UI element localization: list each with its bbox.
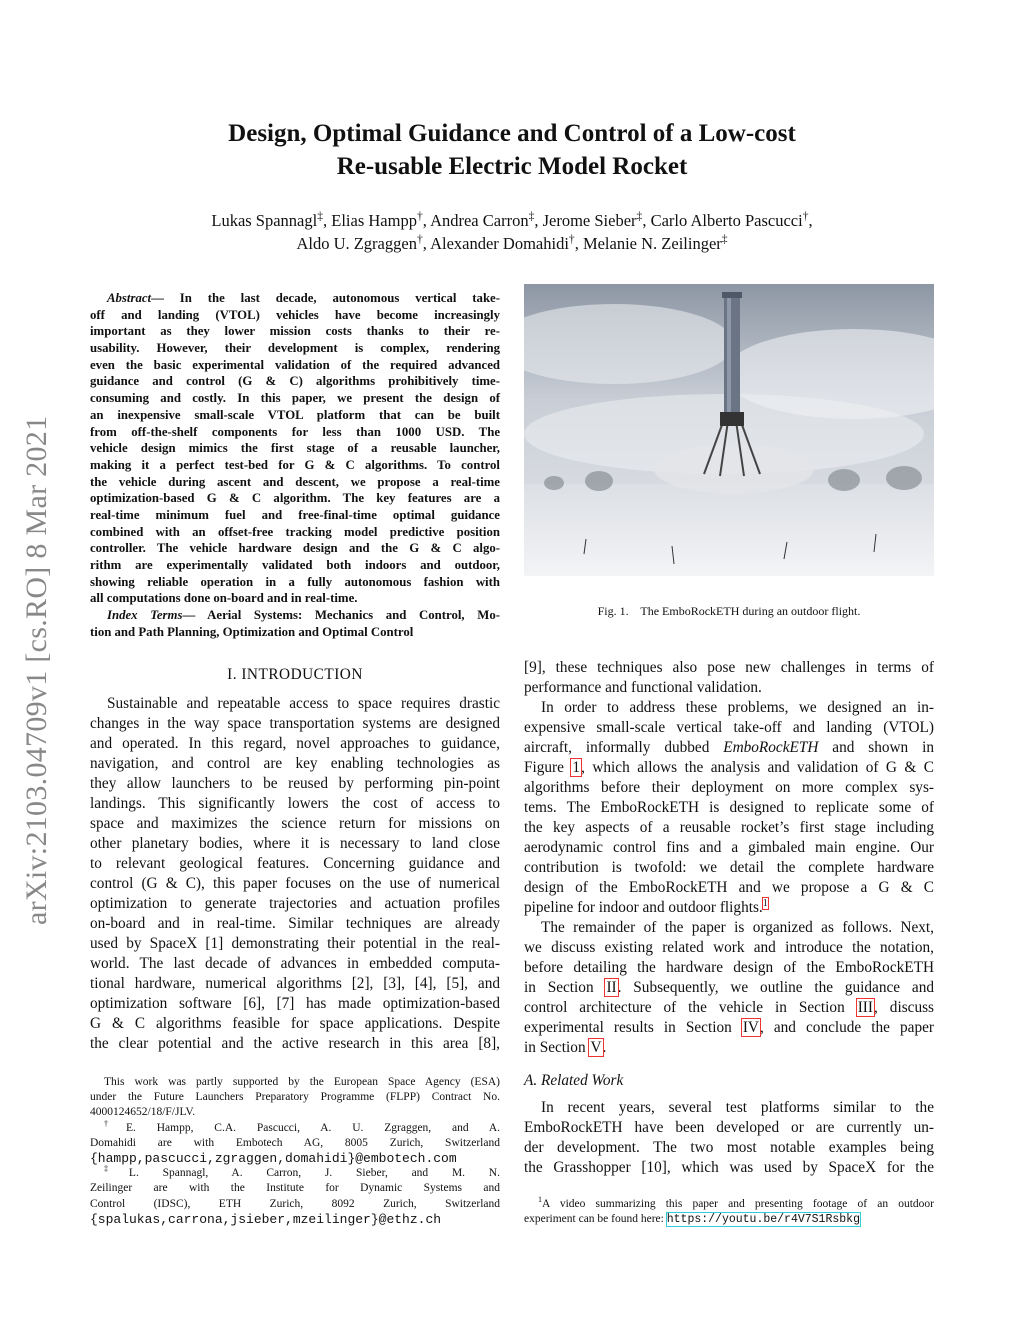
text-line xyxy=(524,898,934,918)
text-segment: ‡ xyxy=(721,233,728,246)
text-segment: A video summarizing this paper and presenting footage of an outdoor xyxy=(542,1198,934,1210)
text-line: contribution is twofold: we detail the complete hardware xyxy=(524,859,934,876)
footnote-line xyxy=(524,1212,934,1227)
footnote-line xyxy=(90,1212,500,1227)
text-segment: control architecture of the vehicle in Section xyxy=(524,999,857,1016)
abstract-line: usability. However, their development is complex, rendering xyxy=(90,341,500,356)
text-segment: experiment can be found here: xyxy=(524,1213,667,1226)
text-line: EmboRockETH have been developed or are currently un- xyxy=(524,1119,934,1136)
subsection-heading: A. Related Work xyxy=(524,1072,624,1089)
text-segment: . Subsequently, we outline the guidance and xyxy=(617,979,934,996)
rocket-photo xyxy=(524,284,934,576)
introduction-left xyxy=(90,694,500,1054)
abstract-line: controller. The vehicle hardware design and the G & C algo- xyxy=(90,541,500,556)
abstract-line: optimization-based G & C algorithm. The key features are a xyxy=(90,491,500,506)
footnote-line xyxy=(90,1166,500,1181)
text-line: other planetary bodies, where it is necessary to land close xyxy=(90,835,500,852)
text-line: used by SpaceX [1] demonstrating their potential in the real- xyxy=(90,935,500,952)
text-line: and operated. In this regard, novel approaches to guidance, xyxy=(90,735,500,752)
abstract-line: making it a perfect test-bed for G & C algorithms. To control xyxy=(90,457,500,472)
abstract-line xyxy=(90,607,500,624)
text-segment: — In the last decade, autonomous vertical take- xyxy=(151,291,500,305)
text-segment: , Melanie N. Zeilinger xyxy=(574,234,722,253)
text-segment: † xyxy=(104,1118,126,1128)
text-segment: , xyxy=(808,211,813,230)
text-line: control (G & C), this paper focuses on the use of numerical xyxy=(90,875,500,892)
text-segment: , Andrea Carron xyxy=(422,211,529,230)
text-line: The remainder of the paper is organized as follows. Next, xyxy=(541,919,934,936)
title-line: Re-usable Electric Model Rocket xyxy=(336,153,688,180)
text-segment: , and conclude the paper xyxy=(759,1019,934,1036)
text-line: landings. This significantly lowers the cost of access to xyxy=(90,795,500,812)
text-segment: Figure xyxy=(524,759,572,776)
abstract-line: important as they lower mission costs thanks to their re- xyxy=(90,324,500,339)
abstract-line: vehicle design mimics the first stage of a reusable launcher, xyxy=(90,441,500,456)
text-segment: in Section xyxy=(524,1039,590,1056)
abstract-line xyxy=(90,290,500,307)
text-line: expensive small-scale vertical take-off and landing (VTOL) xyxy=(524,719,934,736)
text-segment: EmboRockETH xyxy=(723,739,819,756)
related-work xyxy=(524,1098,934,1178)
abstract-line: rithm are experimentally validated both indoors and outdoor, xyxy=(90,558,500,572)
footnote-link[interactable]: 1 xyxy=(762,897,768,909)
figure-1-photo xyxy=(524,284,934,576)
text-line: they allow launchers to be reused by performing pin-point xyxy=(90,775,500,792)
text-line: before detailing the hardware design of the EmboRockETH xyxy=(524,959,934,976)
abstract-line: consuming and costly. In this paper, we present the design of xyxy=(90,391,500,406)
text-line: to relevant geological features. Concerning guidance and xyxy=(90,855,500,872)
text-line: changes in the way space transportation systems are designed xyxy=(90,715,500,732)
text-line: the key aspects of a reusable rocket’s first stage including xyxy=(524,819,934,836)
text-segment: ‡ xyxy=(528,210,535,223)
section-heading: I. INTRODUCTION xyxy=(227,666,363,683)
text-line: In recent years, several test platforms similar to the xyxy=(541,1099,934,1116)
figure-caption: Fig. 1. The EmboRockETH during an outdoor flight. xyxy=(597,604,861,618)
text-segment: and shown in xyxy=(818,739,934,756)
abstract-line: even the basic experimental validation of the required advanced xyxy=(90,357,500,372)
text-line: performance and functional validation. xyxy=(524,679,762,696)
abstract-line: tion and Path Planning, Optimization and Optimal Control xyxy=(90,624,414,639)
text-segment: Abstract xyxy=(107,291,152,305)
abstract-line: from off-the-shelf components for less than 1000 USD. The xyxy=(90,424,500,439)
cross-reference-link[interactable]: IV xyxy=(742,1019,759,1036)
text-line: the clear potential and the active research in this area [8], xyxy=(90,1035,500,1052)
author-line xyxy=(0,232,1024,255)
footnote-line: under the Future Launchers Preparatory Programme (FLPP) Contract No. xyxy=(90,1091,500,1104)
text-line: tional hardware, numerical algorithms [2], [3], [4], [5], and xyxy=(90,975,500,992)
abstract-line: off and landing (VTOL) vehicles have become increasingly xyxy=(90,307,500,322)
text-line xyxy=(524,978,934,998)
footnote-line xyxy=(90,1151,500,1166)
text-segment: Lukas Spannagl xyxy=(211,211,318,230)
text-line xyxy=(524,998,934,1018)
text-line: on-board and in real-time. Similar techniques are already xyxy=(90,915,500,932)
footnote-line: This work was partly supported by the European Space Agency (ESA) xyxy=(104,1076,500,1088)
text-segment: 1 xyxy=(538,1195,543,1205)
paper-title xyxy=(0,117,1024,183)
text-segment: , Elias Hampp xyxy=(323,211,417,230)
text-segment: {spalukas,carrona,jsieber,mzeilinger}@ethz.ch xyxy=(90,1211,442,1227)
cross-reference-link[interactable]: III xyxy=(857,999,873,1016)
abstract-line: the vehicle during ascent and descent, we propose a real-time xyxy=(90,474,500,489)
text-segment: † xyxy=(416,210,423,223)
arxiv-identifier: arXiv:2103.04709v1 [cs.RO] 8 Mar 2021 xyxy=(20,415,53,925)
footnote-line: Domahidi are with Embotech AG, 8005 Zurich, Switzerland xyxy=(90,1136,500,1149)
text-line: aerodynamic control fins and a gimbaled main engine. Our xyxy=(524,839,934,856)
text-line: optimization to generate trajectories and actuation profiles xyxy=(90,895,500,912)
text-segment: , which allows the analysis and validation of G & C xyxy=(581,759,934,776)
text-segment: Index Terms xyxy=(107,608,183,623)
footnote-right xyxy=(524,1197,934,1227)
text-line: we discuss existing related work and introduce the notation, xyxy=(524,939,934,956)
author-line xyxy=(0,209,1024,232)
text-segment: , Alexander Domahidi xyxy=(422,234,569,253)
text-segment: Aldo U. Zgraggen xyxy=(296,234,417,253)
text-segment: † xyxy=(802,210,809,223)
text-segment: ‡ xyxy=(104,1164,129,1174)
text-segment: . xyxy=(602,1039,607,1056)
text-line xyxy=(524,738,934,758)
text-segment: E. Hampp, C.A. Pascucci, A. U. Zgraggen, and A. xyxy=(126,1121,500,1134)
text-line: world. The last decade of advances in embedded computa- xyxy=(90,955,500,972)
text-line: In order to address these problems, we designed an in- xyxy=(541,699,934,716)
text-segment: ‡ xyxy=(636,210,643,223)
text-line: design of the EmboRockETH and we propose a G & C xyxy=(524,879,934,896)
text-segment: , Carlo Alberto Pascucci xyxy=(642,211,803,230)
cross-reference-link[interactable]: 1 xyxy=(572,759,581,776)
text-line: Sustainable and repeatable access to space requires drastic xyxy=(107,695,500,712)
text-segment: ‡ xyxy=(317,210,323,223)
text-line: [9], these techniques also pose new challenges in terms of xyxy=(524,659,934,676)
footnote-line: Zeilinger are with the Institute for Dynamic Systems and xyxy=(90,1182,500,1195)
abstract-line: showing reliable operation in a fully autonomous fashion with xyxy=(90,574,500,589)
abstract-line: all computations done on-board and in real-time. xyxy=(90,591,358,606)
text-line: der development. The two most notable examples being xyxy=(524,1139,934,1156)
text-line: the Grasshopper [10], which was used by SpaceX for the xyxy=(524,1159,934,1176)
text-segment: in Section xyxy=(524,979,606,996)
abstract-line: an inexpensive small-scale VTOL platform that can be built xyxy=(90,407,500,422)
text-line xyxy=(524,758,934,778)
text-line: tems. The EmboRockETH is designed to replicate some of xyxy=(524,799,934,816)
text-line xyxy=(524,1018,934,1038)
footnotes-left xyxy=(90,1075,500,1227)
text-line: G & C algorithms feasible for space applications. Despite xyxy=(90,1015,500,1032)
text-segment: † xyxy=(416,233,423,246)
abstract-line: real-time minimum fuel and free-final-time optimal guidance xyxy=(90,507,500,522)
text-segment: pipeline for indoor and outdoor flights. xyxy=(524,899,763,916)
text-segment: L. Spannagl, A. Carron, J. Sieber, and M. N. xyxy=(128,1167,500,1180)
video-link[interactable]: https://youtu.be/r4V7S1Rsbkg xyxy=(666,1213,860,1227)
footnote-line xyxy=(90,1118,500,1136)
footnote-line: 4000124652/18/F/JLV. xyxy=(90,1106,196,1119)
text-segment: — Aerial Systems: Mechanics and Control, Mo- xyxy=(182,608,500,623)
text-segment: aircraft, informally dubbed xyxy=(524,739,724,756)
author-list xyxy=(0,209,1024,255)
abstract-line: combined with an offset-free tracking model predictive position xyxy=(90,524,500,539)
text-segment: experimental results in Section xyxy=(524,1019,742,1036)
text-segment: {hampp,pascucci,zgraggen,domahidi}@embotech.com xyxy=(90,1150,457,1166)
footnote-line xyxy=(524,1197,934,1212)
text-line: optimization software [6], [7] has made optimization-based xyxy=(90,995,500,1012)
abstract-line: guidance and control (G & C) algorithms prohibitively time- xyxy=(90,374,500,389)
text-line: algorithms before their deployment on more complex sys- xyxy=(524,779,934,796)
footnote-line: Control (IDSC), ETH Zurich, 8092 Zurich, Switzerland xyxy=(90,1197,500,1210)
title-line: Design, Optimal Guidance and Control of a Low-cost xyxy=(228,120,796,147)
text-line: space and maximizes the science return for missions on xyxy=(90,815,500,832)
introduction-right xyxy=(524,658,934,1058)
abstract xyxy=(90,290,500,640)
text-line: navigation, and control are key enabling technologies as xyxy=(90,755,500,772)
text-line xyxy=(524,1038,934,1058)
text-segment: , Jerome Sieber xyxy=(534,211,637,230)
text-segment: , discuss xyxy=(874,999,934,1016)
text-segment: † xyxy=(568,233,575,246)
cross-reference-link[interactable]: II xyxy=(606,979,617,996)
cross-reference-link[interactable]: V xyxy=(590,1039,602,1056)
